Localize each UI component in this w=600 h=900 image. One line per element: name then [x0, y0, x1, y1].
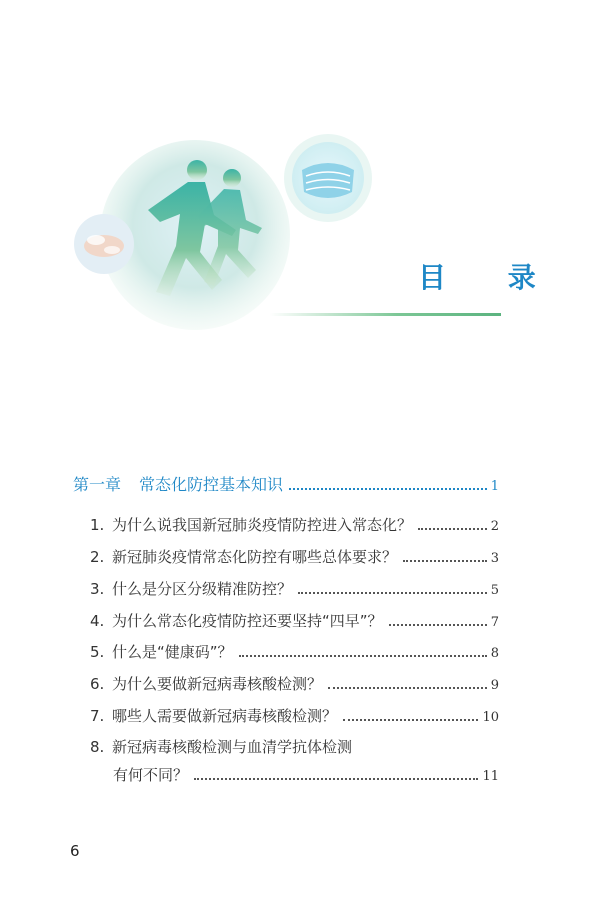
leader-dots [289, 488, 487, 490]
item-page: 7 [490, 615, 499, 630]
toc-item-5[interactable] [90, 641, 499, 662]
item-number: 1. [90, 516, 105, 534]
item-text: 为什么要做新冠病毒核酸检测？ [112, 675, 323, 693]
item-number: 5. [90, 643, 105, 661]
chapter-title: 常态化防控基本知识 [139, 475, 284, 494]
leader-dots [343, 719, 478, 721]
title-divider [270, 313, 501, 316]
toc-item-7[interactable] [90, 705, 499, 726]
toc-item-8[interactable] [90, 736, 499, 757]
toc-item-6[interactable] [90, 673, 499, 694]
item-text: 为什么常态化疫情防控还要坚持“四早”？ [112, 612, 383, 630]
item-text: 新冠肺炎疫情常态化防控有哪些总体要求？ [112, 548, 398, 566]
toc-title: 目 录 [418, 261, 562, 294]
toc-item-2[interactable] [90, 546, 499, 567]
leader-dots [239, 655, 487, 657]
toc-item-3[interactable] [90, 578, 499, 599]
item-text: 什么是分区分级精准防控？ [112, 580, 293, 598]
item-number: 7. [90, 707, 105, 725]
item-number: 4. [90, 612, 105, 630]
item-page: 3 [490, 551, 499, 566]
chapter-page: 1 [490, 479, 499, 494]
hands-image [84, 235, 124, 257]
toc-item-4[interactable] [90, 610, 499, 631]
item-number: 3. [90, 580, 105, 598]
toc-chapter-1[interactable] [73, 472, 499, 495]
toc-item-8-continuation[interactable] [113, 764, 499, 785]
item-page: 5 [490, 583, 499, 598]
leader-dots [298, 592, 487, 594]
leader-dots [418, 528, 487, 530]
face-mask-image [302, 163, 354, 198]
item-text: 哪些人需要做新冠病毒核酸检测？ [112, 707, 338, 725]
item-number: 8. [90, 738, 105, 756]
leader-dots [328, 687, 487, 689]
page-number: 6 [70, 842, 80, 860]
item-text: 为什么说我国新冠肺炎疫情防控进入常态化？ [112, 516, 413, 534]
item-text: 新冠病毒核酸检测与血清学抗体检测 [112, 738, 353, 756]
toc-item-1[interactable] [90, 514, 499, 535]
item-page: 9 [490, 678, 499, 693]
item-text: 有何不同？ [113, 766, 189, 784]
item-page: 11 [482, 769, 499, 784]
leader-dots [194, 778, 478, 780]
leader-dots [403, 560, 487, 562]
chapter-number: 第一章 [73, 475, 122, 494]
item-page: 8 [490, 646, 499, 661]
item-number: 6. [90, 675, 105, 693]
item-number: 2. [90, 548, 105, 566]
item-page: 10 [482, 710, 499, 725]
leader-dots [389, 624, 487, 626]
item-text: 什么是“健康码”？ [112, 643, 233, 661]
item-page: 2 [490, 519, 499, 534]
